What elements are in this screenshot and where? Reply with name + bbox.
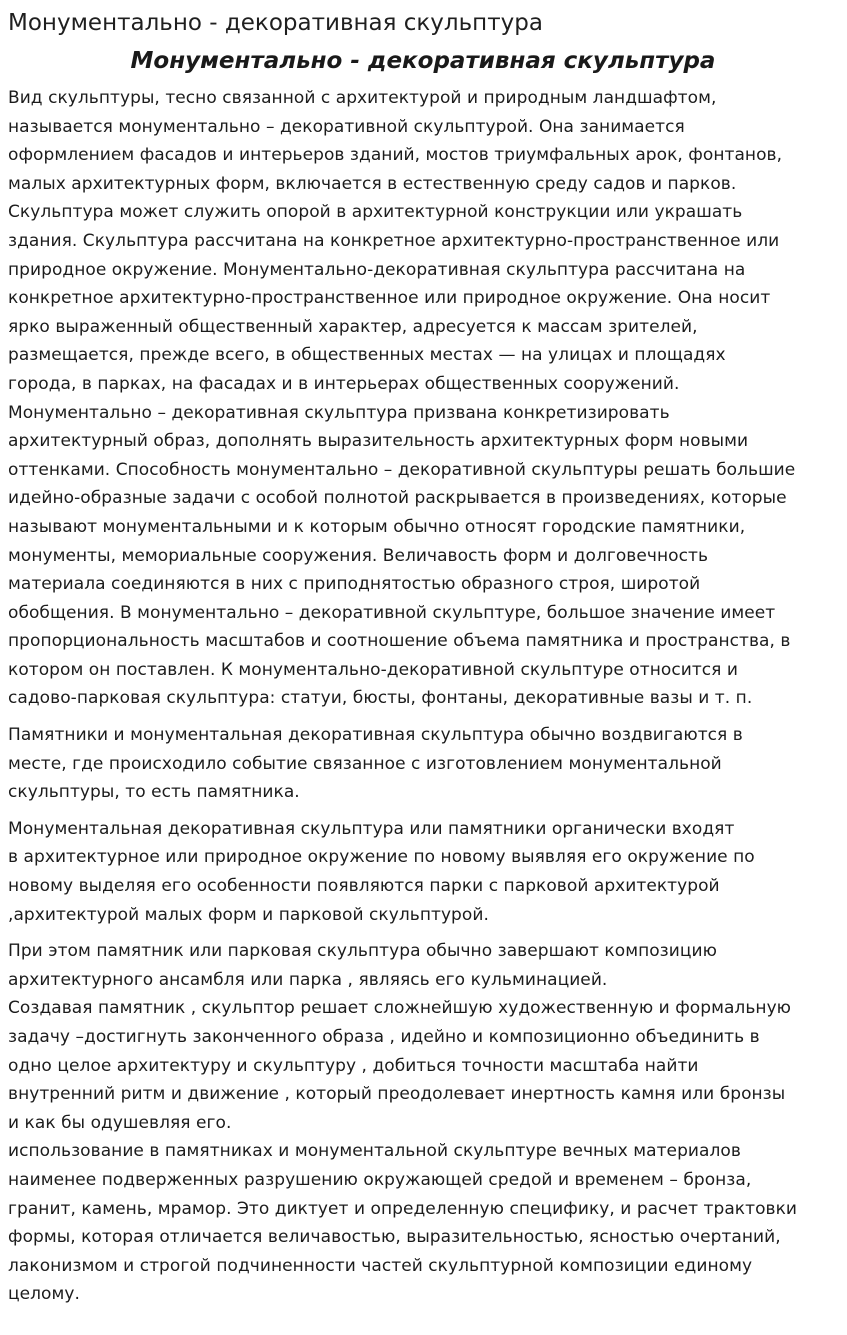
paragraph-5: Создавая памятник , скульптор решает сложнейшую художественную и формальную задачу –достигнуть законченного образа , идейно и композиционно объединить в одно целое архитектуру и скульптуру , добиться точности масштаба найти внутренний ритм и движение , который преодолевает инертность камня или бронзы и как бы одушевляя его. (8, 998, 792, 1133)
paragraph-4: При этом памятник или парковая скульптура обычно завершают композицию архитектурного ансамбля или парка , являясь его кульминацией. (8, 941, 717, 990)
paragraph-2: Памятники и монументальная декоративная скульптура обычно воздвигаются в месте, где происходило событие связанное с изготовлением монументальной скульптуры, то есть памятника. (8, 725, 743, 803)
paragraph-6: использование в памятниках и монументальной скульптуре вечных материалов наименее подверженных разрушению окружающей средой и временем – бронза, гранит, камень, мрамор. Это диктует и определенную специфику, и расчет трактовки формы, которая отличается величавостью, выразительностью, ясностью очертаний, лаконизмом и строгой подчиненности частей скульптурной композиции единому целому. (8, 1141, 798, 1305)
article-body (8, 84, 843, 1309)
page-header-title: Монументально - декоративная скульптура (8, 10, 543, 36)
paragraph-1: Вид скульптуры, тесно связанной с архитектурой и природным ландшафтом, называется монументально – декоративной скульптурой. Она занимается оформлением фасадов и интерьеров зданий, мостов триумфальных арок, фонтанов, малых архитектурных форм, включается в естественную среду садов и парков. Скульптура может служить опорой в архитектурной конструкции или украшать здания. Скульптура рассчитана на конкретное архитектурно-пространственное или природное окружение. Монументально-декоративная скульптура рассчитана на конкретное архитектурно-пространственное или природное окружение. Она носит ярко выраженный общественный характер, адресуется к массам зрителей, размещается, прежде всего, в общественных местах — на улицах и площадях города, в парках, на фасадах и в интерьерах общественных сооружений. Монументально – декоративная скульптура призвана конкретизировать архитектурный образ, дополнять выразительность архитектурных форм новыми оттенками. Способность монументально – декоративной скульптуры решать большие идейно-образные задачи с особой полнотой раскрывается в произведениях, которые называют монументальными и к которым обычно относят городские памятники, монументы, мемориальные сооружения. Величавость форм и долговечность материала соединяются в них с приподнятостью образного строя, широтой обобщения. В монументально – декоративной скульптуре, большое значение имеет пропорциональность масштабов и соотношение объема памятника и пространства, в котором он поставлен. К монументально-декоративной скульптуре относится и садово-парковая скульптура: статуи, бюсты, фонтаны, декоративные вазы и т. п. (8, 88, 796, 709)
paragraph-3: Монументальная декоративная скульптура или памятники органически входят в архитектурное или природное окружение по новому выявляя его окружение по новому выделяя его особенности появляются парки с парковой архитектурой ,архитектурой малых форм и парковой скульптурой. (8, 818, 755, 925)
article-title: Монументально - декоративная скульптура (130, 48, 716, 74)
